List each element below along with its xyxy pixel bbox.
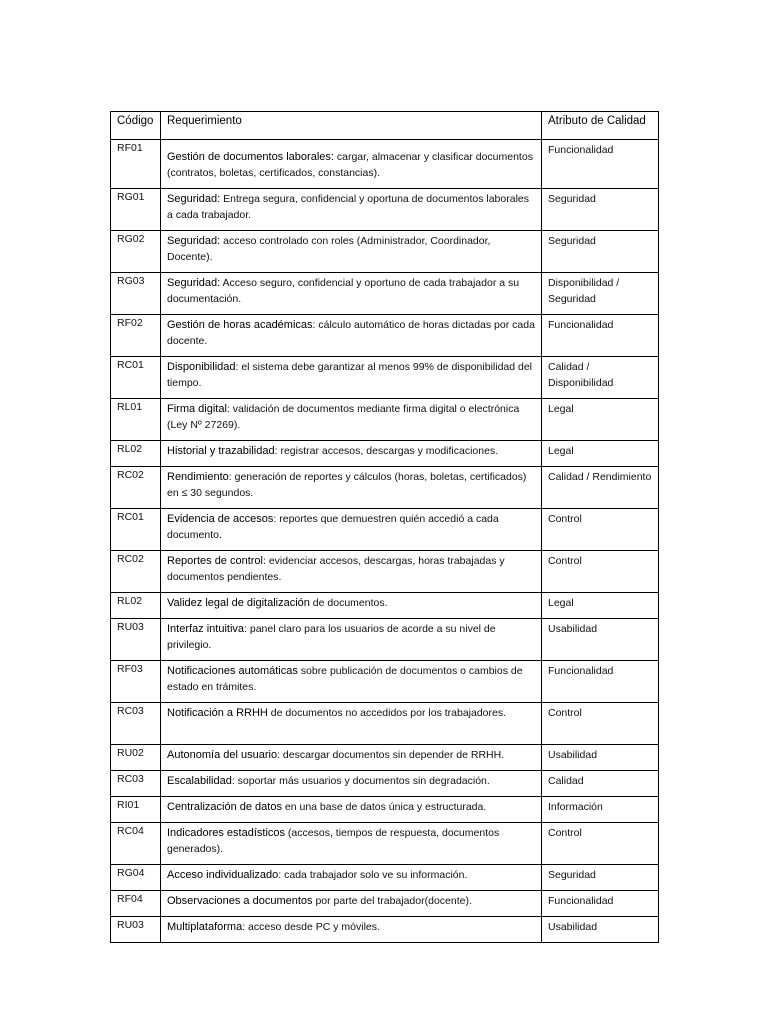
requirement-description: (accesos, tiempos de respuesta, documentos generados). [167,827,500,855]
requirement-code: RL01 [111,399,161,441]
requirement-title: Gestión de horas académicas [167,319,313,331]
quality-attribute: Control [542,509,659,551]
requirement-description: : soportar más usuarios y documentos sin degradación. [231,775,490,787]
table-row [111,273,659,315]
table-row [111,467,659,509]
quality-attribute: Disponibilidad / Seguridad [542,273,659,315]
table-row [111,823,659,865]
requirements-table [110,111,659,943]
requirement-title: Disponibilidad [167,361,236,373]
table-row [111,771,659,797]
table-row [111,189,659,231]
requirement-description: : panel claro para los usuarios de acorde a su nivel de privilegio. [167,623,496,651]
table-row [111,509,659,551]
requirement-title: Indicadores estadísticos [167,827,286,839]
quality-attribute: Usabilidad [542,619,659,661]
requirement-code: RL02 [111,593,161,619]
requirement-description: : cada trabajador solo ve su información. [278,869,468,881]
table-row [111,231,659,273]
quality-attribute: Control [542,823,659,865]
requirement-description: : reportes que demuestren quién accedió a cada documento. [167,513,499,541]
requirement-cell [161,140,542,189]
table-row [111,917,659,943]
quality-attribute: Legal [542,399,659,441]
table-row [111,797,659,823]
header-row [111,112,659,140]
quality-attribute: Calidad / Rendimiento [542,467,659,509]
requirement-description: : evidenciar accesos, descargas, horas trabajadas y documentos pendientes. [167,555,505,583]
requirement-title: Notificaciones automáticas [167,665,298,677]
requirement-cell [161,703,542,745]
requirement-cell [161,315,542,357]
requirement-cell [161,771,542,797]
table-row [111,441,659,467]
table-row [111,891,659,917]
table-row [111,619,659,661]
quality-attribute: Seguridad [542,231,659,273]
requirement-cell [161,441,542,467]
requirement-description: de documentos. [309,597,388,609]
quality-attribute: Información [542,797,659,823]
table-row [111,315,659,357]
requirement-description: acceso controlado con roles (Administrador, Coordinador, Docente). [167,235,491,263]
requirement-code: RF03 [111,661,161,703]
requirement-code: RG04 [111,865,161,891]
table-row [111,357,659,399]
requirement-description: : acceso desde PC y móviles. [242,921,380,933]
quality-attribute: Control [542,551,659,593]
requirement-title: Rendimiento [167,471,229,483]
quality-attribute: Legal [542,593,659,619]
quality-attribute: Calidad [542,771,659,797]
requirement-cell [161,891,542,917]
requirement-code: RF01 [111,140,161,189]
requirement-title: Evidencia de accesos [167,513,274,525]
requirement-cell [161,619,542,661]
requirement-code: RU03 [111,619,161,661]
table-row [111,661,659,703]
header-code: Código [111,112,161,140]
requirement-title: Reportes de control [167,555,263,567]
table-row [111,551,659,593]
header-requirement: Requerimiento [161,112,542,140]
requirement-code: RG03 [111,273,161,315]
quality-attribute: Funcionalidad [542,661,659,703]
requirement-title: Notificación a RRHH [167,707,268,719]
requirement-cell [161,509,542,551]
requirement-title: Seguridad: [167,235,221,247]
requirement-cell [161,357,542,399]
requirement-title: Seguridad: [167,277,221,289]
quality-attribute: Usabilidad [542,917,659,943]
requirement-cell [161,399,542,441]
requirement-description: de documentos no accedidos por los trabajadores. [267,707,507,719]
requirement-description: : el sistema debe garantizar al menos 99% de disponibilidad del tiempo. [167,361,533,389]
requirement-cell [161,189,542,231]
requirement-title: Historial y trazabilidad [167,445,275,457]
requirement-code: RL02 [111,441,161,467]
requirement-code: RC02 [111,467,161,509]
requirement-code: RC04 [111,823,161,865]
requirement-cell [161,593,542,619]
requirement-cell [161,865,542,891]
requirement-cell [161,467,542,509]
quality-attribute: Calidad / Disponibilidad [542,357,659,399]
requirement-code: RC02 [111,551,161,593]
requirement-description: por parte del trabajador(docente). [312,895,472,907]
quality-attribute: Legal [542,441,659,467]
requirement-title: Firma digital [167,403,227,415]
requirement-cell [161,551,542,593]
requirement-code: RG01 [111,189,161,231]
table-row [111,140,659,189]
requirement-cell [161,917,542,943]
requirement-description: : descargar documentos sin depender de RRHH. [277,749,505,761]
requirement-code: RC03 [111,771,161,797]
requirement-code: RF04 [111,891,161,917]
requirement-code: RF02 [111,315,161,357]
requirement-title: Centralización de datos [167,801,282,813]
table-row [111,745,659,771]
table-row [111,399,659,441]
requirement-description: Entrega segura, confidencial y oportuna de documentos laborales a cada trabajador. [167,193,529,221]
header-quality-attribute: Atributo de Calidad [542,112,659,140]
requirement-code: RU03 [111,917,161,943]
requirement-title: Acceso individualizado [167,869,279,881]
requirement-cell [161,797,542,823]
requirement-description: : cálculo automático de horas dictadas por cada docente. [167,319,535,347]
quality-attribute: Usabilidad [542,745,659,771]
requirement-title: Autonomía del usuario [167,749,278,761]
requirement-code: RC03 [111,703,161,745]
requirement-title: Multiplataforma [167,921,243,933]
requirement-cell [161,745,542,771]
requirement-code: RG02 [111,231,161,273]
requirement-description: : validación de documentos mediante firma digital o electrónica (Ley Nº 27269). [167,403,520,431]
requirement-title: Escalabilidad [167,775,232,787]
requirement-code: RI01 [111,797,161,823]
requirement-cell [161,823,542,865]
requirement-title: Gestión de documentos laborales: [167,151,334,163]
quality-attribute: Seguridad [542,189,659,231]
quality-attribute: Funcionalidad [542,140,659,189]
requirement-description: : generación de reportes y cálculos (horas, boletas, certificados) en ≤ 30 segundos. [167,471,527,499]
quality-attribute: Seguridad [542,865,659,891]
requirement-title: Interfaz intuitiva [167,623,245,635]
requirement-code: RC01 [111,357,161,399]
requirement-description: : registrar accesos, descargas y modificaciones. [274,445,499,457]
requirement-code: RC01 [111,509,161,551]
quality-attribute: Funcionalidad [542,315,659,357]
table-body [111,140,659,943]
requirement-description: Acceso seguro, confidencial y oportuno de cada trabajador a su documentación. [167,277,520,305]
requirement-description: en una base de datos única y estructurada. [281,801,487,813]
table-row [111,703,659,745]
requirement-title: Observaciones a documentos [167,895,313,907]
requirement-code: RU02 [111,745,161,771]
requirement-title: Seguridad: [167,193,221,205]
requirement-cell [161,273,542,315]
quality-attribute: Control [542,703,659,745]
requirement-cell [161,231,542,273]
requirement-title: Validez legal de digitalización [167,597,310,609]
requirement-description: cargar, almacenar y clasificar documentos (contratos, boletas, certificados, constancias). [167,151,533,179]
quality-attribute: Funcionalidad [542,891,659,917]
table-row [111,865,659,891]
requirement-description: sobre publicación de documentos o cambios de estado en trámites. [167,665,523,693]
requirement-cell [161,661,542,703]
table-row [111,593,659,619]
